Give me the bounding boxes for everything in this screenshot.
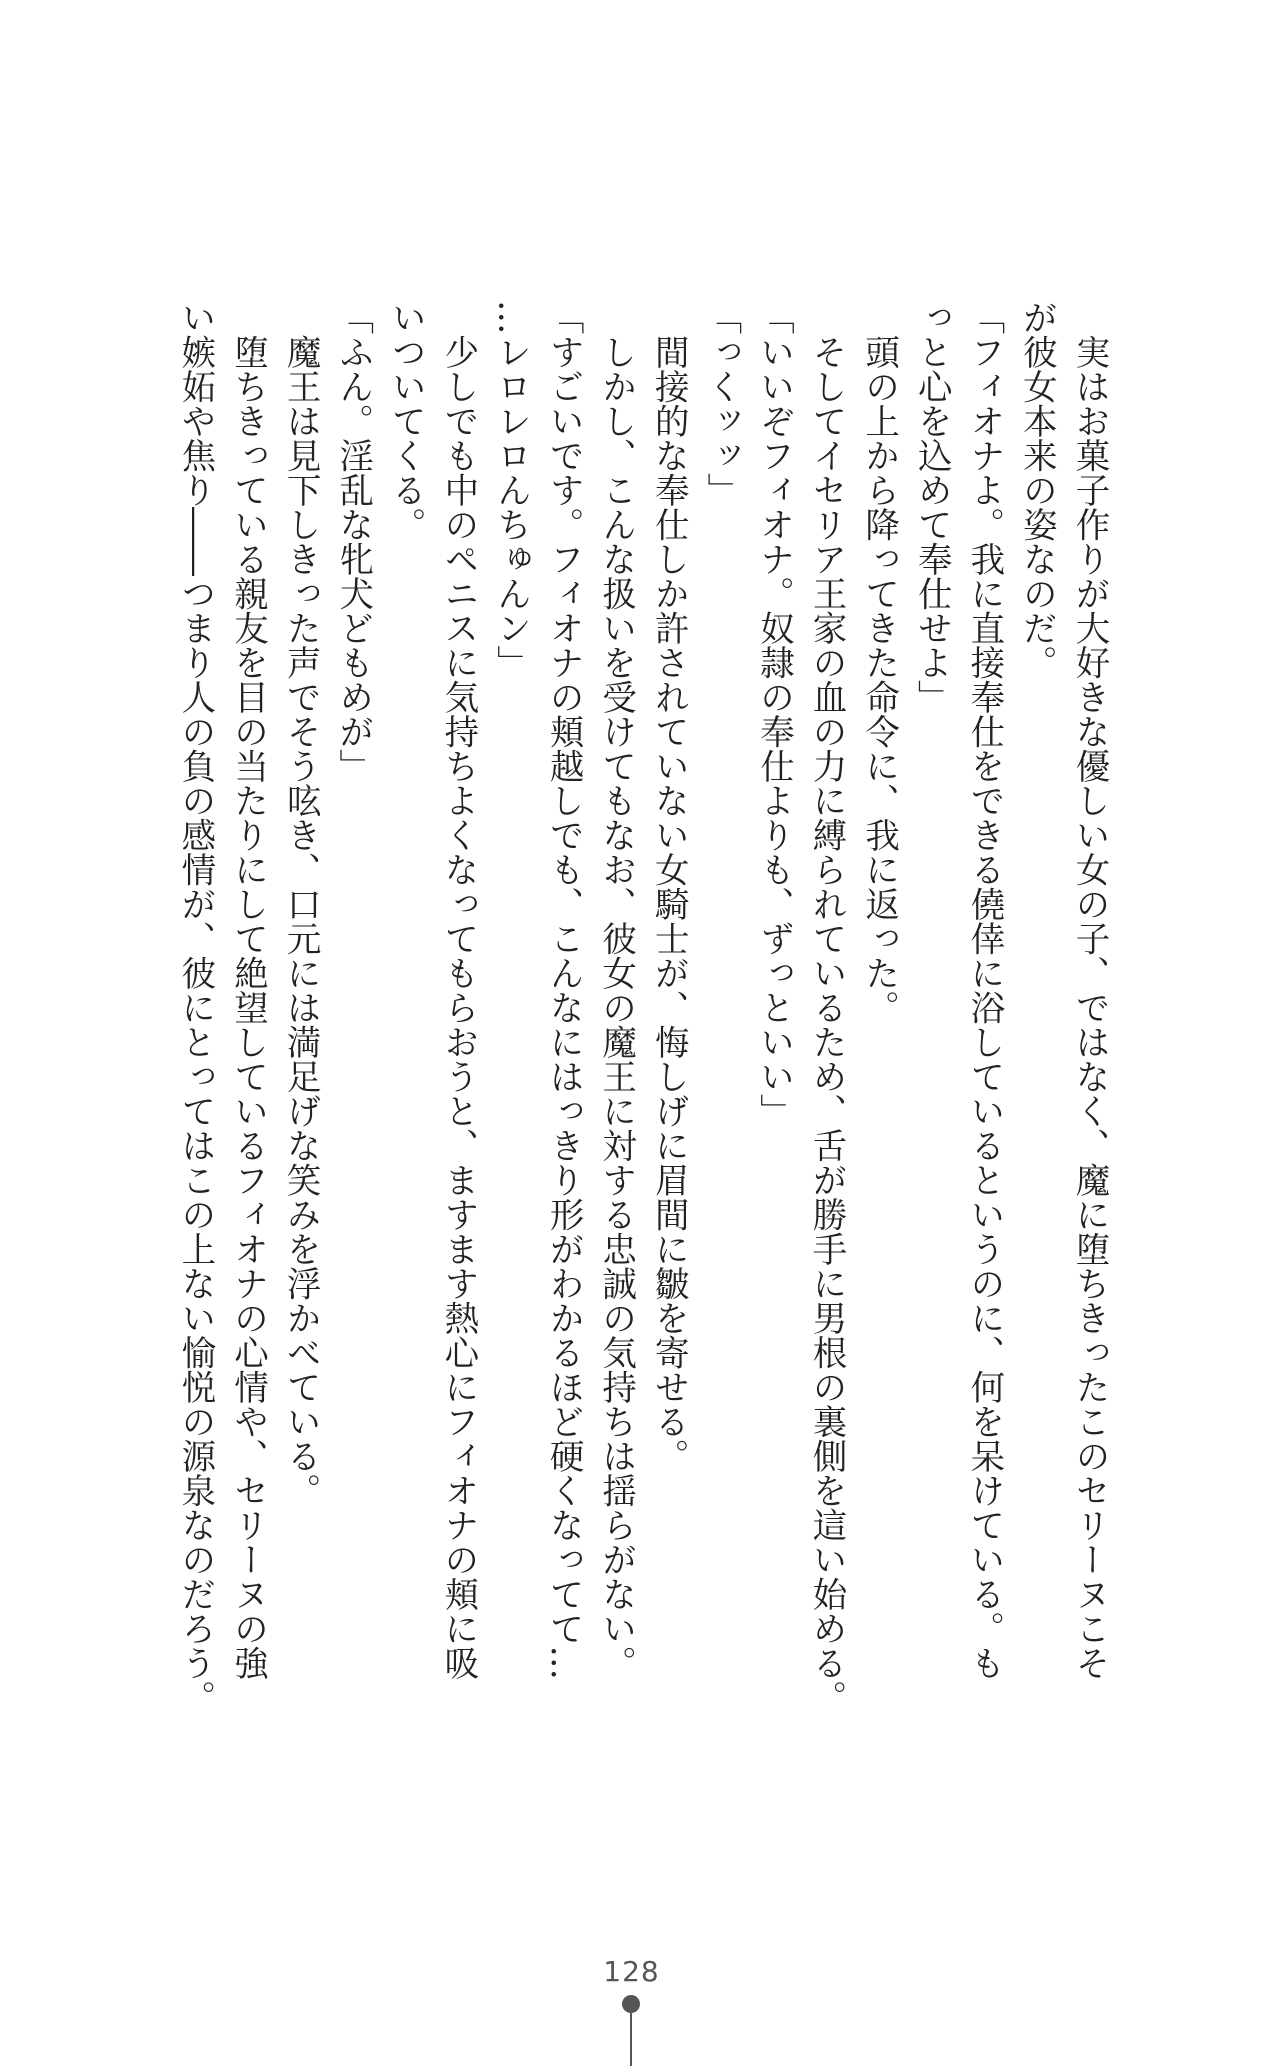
text-line: 魔王は見下しきった声でそう呟き、口元には満足げな笑みを浮かべている。 xyxy=(280,300,321,1508)
footer-line xyxy=(630,2013,632,2066)
text-line: 「ふん。淫乱な牝犬どもめが」 xyxy=(332,300,373,783)
text-line: 少しでも中のペニスに気持ちよくなってもらおうと、ますます熱心にフィオナの頬に吸 xyxy=(437,300,478,1680)
text-line: 「っくッッ」 xyxy=(700,300,741,507)
text-line: …レロレロんちゅんン」 xyxy=(490,300,531,680)
text-line: しかし、こんな扱いを受けてもなお、彼女の魔王に対する忠誠の気持ちは揺らがない。 xyxy=(595,300,636,1680)
text-line: っと心を込めて奉仕せよ」 xyxy=(911,300,952,714)
text-line: が彼女本来の姿なのだ。 xyxy=(1016,300,1057,680)
footer-dot-icon xyxy=(622,1995,640,2013)
text-line: 堕ちきっている親友を目の当たりにして絶望しているフィオナの心情や、セリーヌの強 xyxy=(227,300,268,1680)
text-line: 頭の上から降ってきた命令に、我に返った。 xyxy=(858,300,899,1025)
text-line: 間接的な奉仕しか許されていない女騎士が、悔しげに眉間に皺を寄せる。 xyxy=(648,300,689,1473)
text-line: 「フィオナよ。我に直接奉仕をできる僥倖に浴しているというのに、何を呆けている。も xyxy=(963,300,1004,1680)
body-text xyxy=(125,300,1115,1720)
text-line: 「すごいです。フィオナの頬越しでも、こんなにはっきり形がわかるほど硬くなってて… xyxy=(543,300,584,1680)
text-line: いついてくる。 xyxy=(385,300,426,542)
page-footer xyxy=(0,1955,1263,1988)
page-number: 128 xyxy=(603,1955,660,1988)
text-line: 「いいぞフィオナ。奴隷の奉仕よりも、ずっといい」 xyxy=(753,300,794,1128)
text-line: そしてイセリア王家の血の力に縛られているため、舌が勝手に男根の裏側を這い始める。 xyxy=(806,300,847,1715)
text-line: い嫉妬や焦り――つまり人の負の感情が、彼にとってはこの上ない愉悦の源泉なのだろう。 xyxy=(174,300,215,1715)
text-line: 実はお菓子作りが大好きな優しい女の子、ではなく、魔に堕ちきったこのセリーヌこそ xyxy=(1069,300,1109,1680)
